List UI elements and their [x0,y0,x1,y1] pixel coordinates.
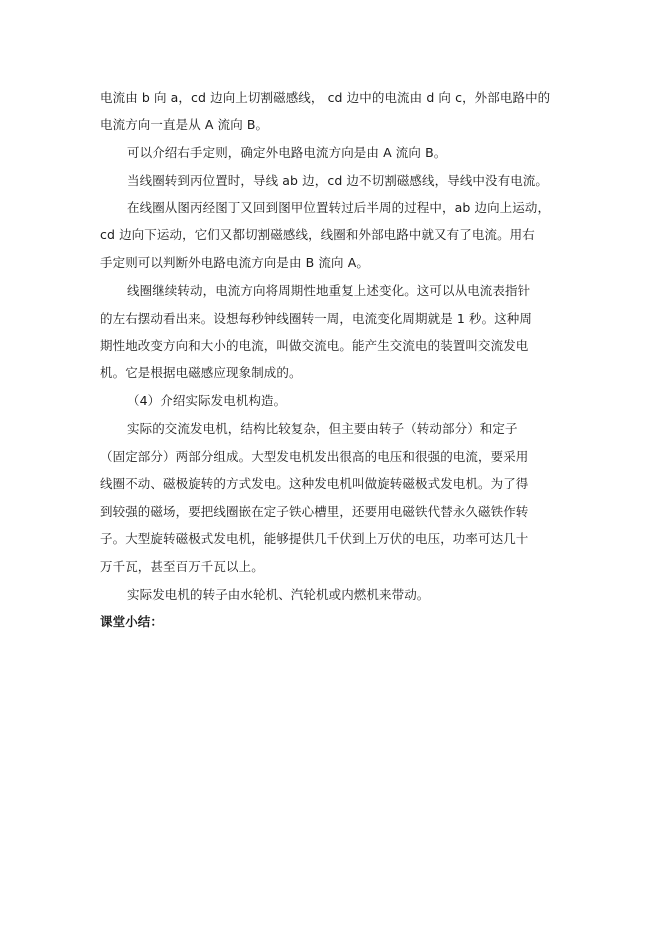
text-line: 机。它是根据电磁感应现象制成的。 [100,365,302,380]
text-line: 实际的交流发电机，结构比较复杂，但主要由转子（转动部分）和定子 [127,421,518,436]
text-line: cd 边向下运动，它们又都切割磁感线，线圈和外部电路中就又有了电流。用右 [100,227,535,242]
text-line: 实际发电机的转子由水轮机、汽轮机或内燃机来带动。 [127,587,430,602]
text-line: 手定则可以判断外电路电流方向是由 B 流向 A。 [100,255,369,270]
text-line: 万千瓦，甚至百万千瓦以上。 [100,559,264,574]
text-line: 可以介绍右手定则，确定外电路电流方向是由 A 流向 B。 [127,145,447,160]
text-line: 线圈不动、磁极旋转的方式发电。这种发电机叫做旋转磁极式发电机。为了得 [100,476,529,491]
text-line: 子。大型旋转磁极式发电机，能够提供几千伏到上万伏的电压，功率可达几十 [100,531,529,546]
text-line: 的左右摆动看出来。设想每秒钟线圈转一周，电流变化周期就是 1 秒。这种周 [100,311,533,326]
section-heading: （4）介绍实际发电机构造。 [127,393,287,408]
text-line: 到较强的磁场，要把线圈嵌在定子铁心槽里，还要用电磁铁代替永久磁铁作转 [100,504,529,519]
text-line: 线圈继续转动，电流方向将周期性地重复上述变化。这可以从电流表指针 [127,283,531,298]
text-line: （固定部分）两部分组成。大型发电机发出很高的电压和很强的电流，要采用 [100,449,529,464]
text-line: 电流由 b 向 a，cd 边向上切割磁感线， cd 边中的电流由 d 向 c，外部电路中的 [100,90,551,105]
class-summary-heading: 课堂小结： [100,614,164,629]
text-line: 在线圈从图丙经图丁又回到图甲位置转过后半周的过程中，ab 边向上运动， [127,200,551,215]
text-line: 电流方向一直是从 A 流向 B。 [100,117,269,132]
text-line: 当线圈转到丙位置时，导线 ab 边，cd 边不切割磁感线，导线中没有电流。 [127,173,549,188]
text-line: 期性地改变方向和大小的电流，叫做交流电。能产生交流电的装置叫交流发电 [100,338,529,353]
